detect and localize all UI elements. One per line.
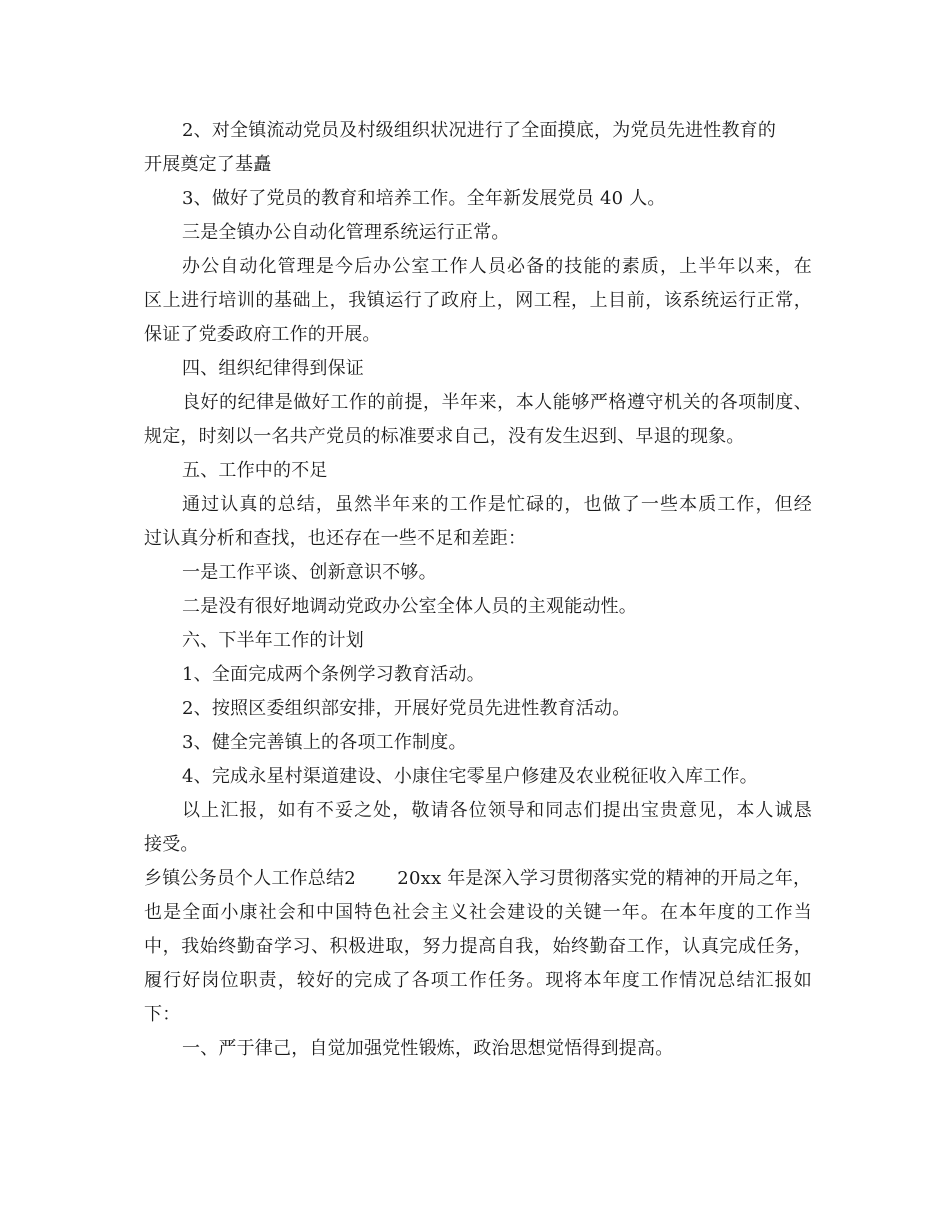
text-line: 规定，时刻以一名共产党员的标准要求自己，没有发生迟到、早退的现象。	[144, 426, 745, 447]
section-heading: 四、组织纪律得到保证	[182, 358, 364, 379]
text-line: 通过认真的总结，虽然半年来的工作是忙碌的，也做了一些本质工作，但经	[182, 494, 812, 515]
section-heading: 五、工作中的不足	[182, 460, 328, 481]
text-line: 过认真分析和查找，也还存在一些不足和差距：	[144, 528, 527, 549]
section-heading: 六、下半年工作的计划	[182, 630, 364, 651]
document-body	[144, 114, 812, 1066]
text-line: 办公自动化管理是今后办公室工作人员必备的技能的素质，上半年以来，在	[182, 256, 812, 277]
text-line: 良好的纪律是做好工作的前提，半年来，本人能够严格遵守机关的各项制度、	[182, 392, 812, 413]
list-item: 1、全面完成两个条例学习教育活动。	[182, 664, 485, 685]
list-item: 4、完成永星村渠道建设、小康住宅零星户修建及农业税征收入库工作。	[182, 766, 758, 787]
text-line: 履行好岗位职责，较好的完成了各项工作任务。现将本年度工作情况总结汇报如	[144, 970, 812, 991]
text-line: 保证了党委政府工作的开展。	[144, 324, 381, 345]
text-line: 也是全面小康社会和中国特色社会主义社会建设的关键一年。在本年度的工作当	[144, 902, 812, 923]
text-line: 下：	[144, 1004, 181, 1025]
list-item: 3、健全完善镇上的各项工作制度。	[182, 732, 467, 753]
text-line: 中，我始终勤奋学习、积极进取，努力提高自我，始终勤奋工作，认真完成任务，	[144, 936, 812, 957]
text-line: 二是没有很好地调动党政办公室全体人员的主观能动性。	[182, 596, 637, 617]
text-line: 以上汇报，如有不妥之处，敬请各位领导和同志们提出宝贵意见，本人诚恳	[182, 800, 812, 821]
list-item: 2、按照区委组织部安排，开展好党员先进性教育活动。	[182, 698, 631, 719]
text-line: 一是工作平谈、创新意识不够。	[182, 562, 437, 583]
text-line: 2、对全镇流动党员及村级组织状况进行了全面摸底，为党员先进性教育的	[182, 120, 777, 141]
text-line: 开展奠定了基矗	[144, 154, 272, 175]
text-line: 区上进行培训的基础上，我镇运行了政府上，网工程，上目前，该系统运行正常，	[144, 290, 812, 311]
text-line: 接受。	[144, 834, 199, 855]
summary-title-line: 乡镇公务员个人工作总结2 20xx 年是深入学习贯彻落实党的精神的开局之年，	[144, 868, 812, 889]
section-heading: 一、严于律己，自觉加强党性锻炼，政治思想觉悟得到提高。	[182, 1038, 674, 1059]
text-line: 3、做好了党员的教育和培养工作。全年新发展党员 40 人。	[182, 188, 666, 209]
text-line: 三是全镇办公自动化管理系统运行正常。	[182, 222, 510, 243]
